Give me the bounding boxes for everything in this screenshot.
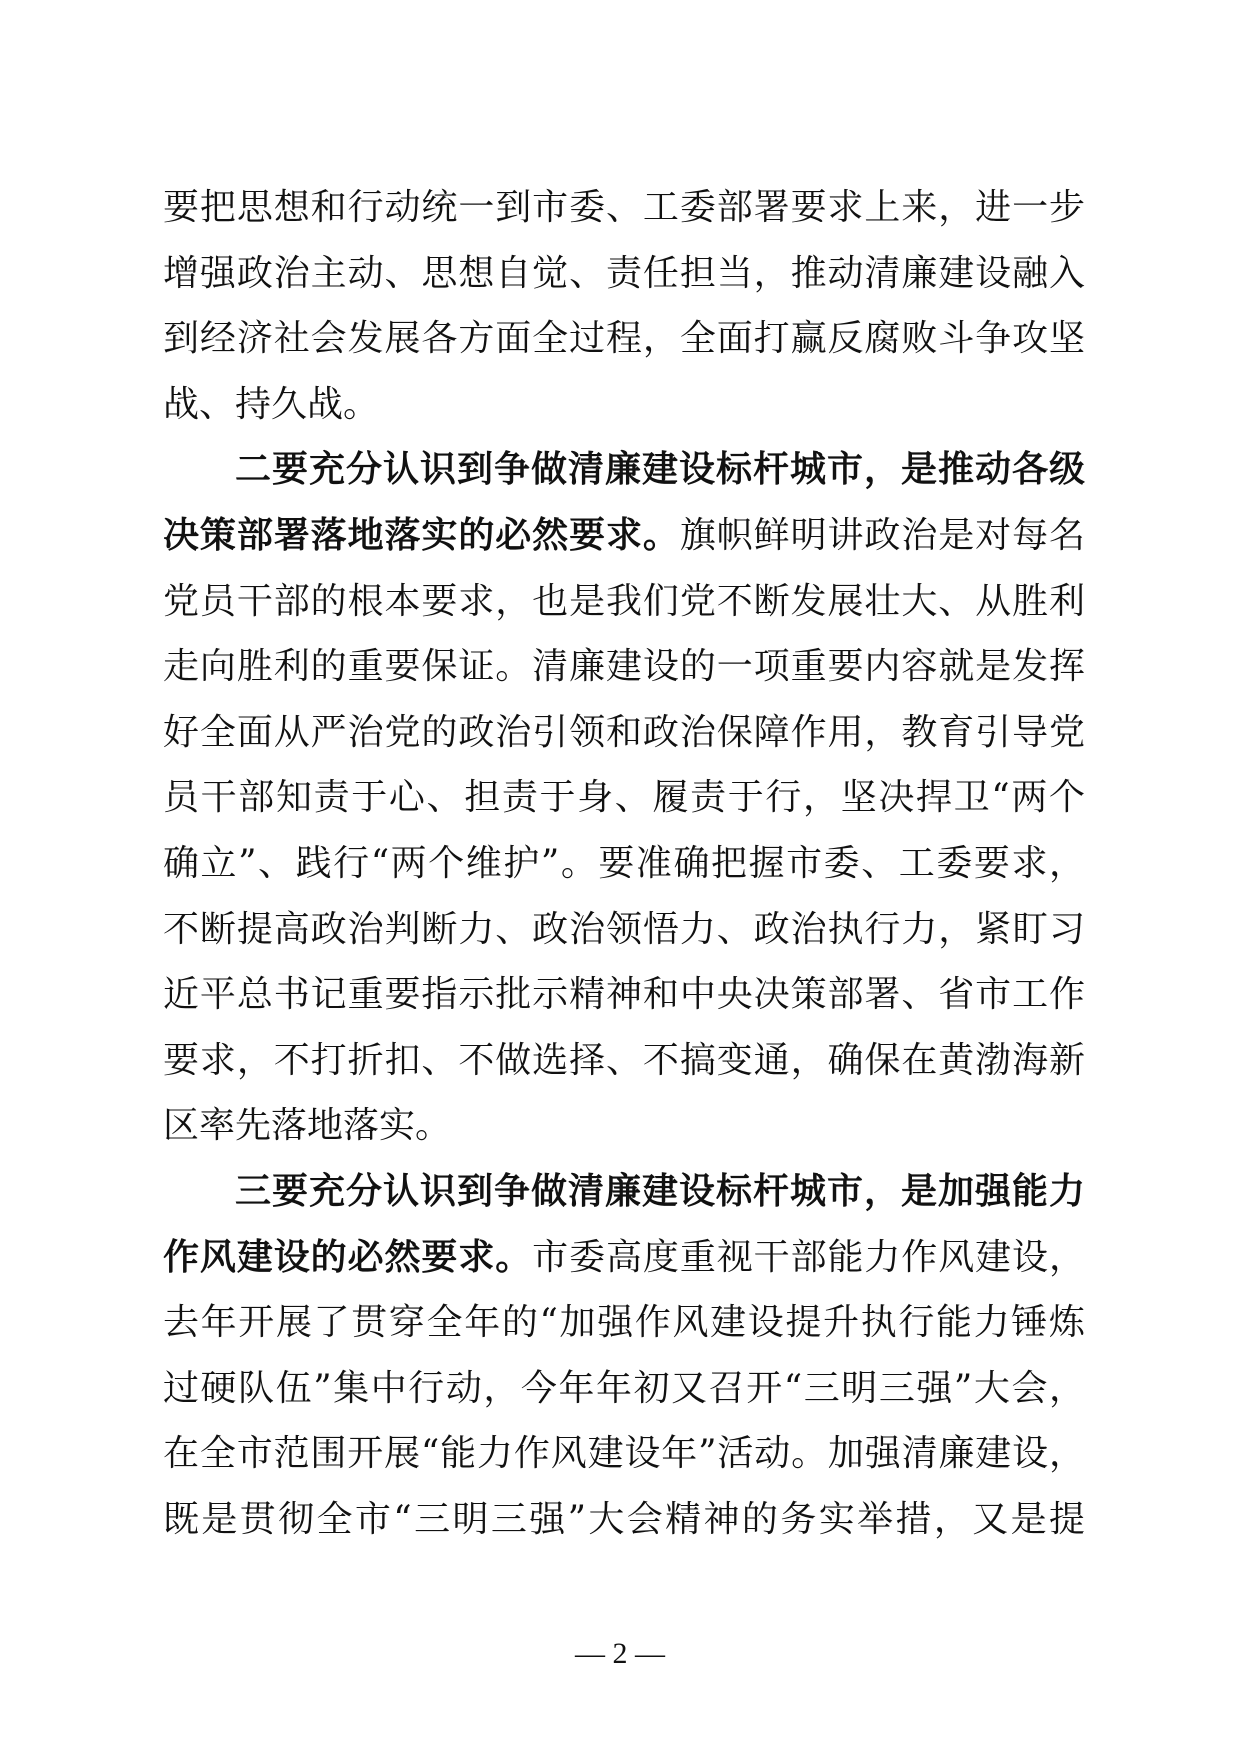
text-line: 党员干部的根本要求，也是我们党不断发展壮大、从胜利 <box>163 580 1085 622</box>
text-span: 市委高度重视干部能力作风建设， <box>532 1236 1085 1278</box>
text-line: 战、持久战。 <box>163 383 380 425</box>
text-line: 增强政治主动、思想自觉、责任担当，推动清廉建设融入 <box>163 252 1085 294</box>
lead-sentence: 三要充分认识到争做清廉建设标杆城市，是加强能力 <box>235 1169 1085 1212</box>
text-line: 好全面从严治党的政治引领和政治保障作用，教育引导党 <box>163 711 1085 753</box>
text-span: 旗帜鲜明讲政治是对每名 <box>679 514 1085 556</box>
text-line: 区率先落地落实。 <box>163 1105 452 1147</box>
text-line: 员干部知责于心、担责于身、履责于行，坚决捍卫“两个 <box>163 777 1085 819</box>
text-line: 到经济社会发展各方面全过程，全面打赢反腐败斗争攻坚 <box>163 318 1085 360</box>
text-line: 不断提高政治判断力、政治领悟力、政治执行力，紧盯习 <box>163 908 1085 950</box>
lead-sentence: 决策部署落地落实的必然要求。 <box>163 513 680 556</box>
text-line: 过硬队伍”集中行动，今年年初又召开“三明三强”大会， <box>163 1367 1085 1409</box>
text-line <box>163 1159 1085 1225</box>
text-line <box>163 437 1085 503</box>
paragraph-2 <box>163 437 1085 1159</box>
text-line: 走向胜利的重要保证。清廉建设的一项重要内容就是发挥 <box>163 646 1085 688</box>
text-line: 去年开展了贯穿全年的“加强作风建设提升执行能力锤炼 <box>163 1302 1085 1344</box>
text-line: 要求，不打折扣、不做选择、不搞变通，确保在黄渤海新 <box>163 1039 1085 1081</box>
lead-sentence: 二要充分认识到争做清廉建设标杆城市，是推动各级 <box>235 448 1085 491</box>
lead-sentence: 作风建设的必然要求。 <box>163 1235 533 1278</box>
text-line: 确立”、践行“两个维护”。要准确把握市委、工委要求， <box>163 842 1085 884</box>
text-line: 既是贯彻全市“三明三强”大会精神的务实举措，又是提 <box>163 1498 1085 1540</box>
text-line: 在全市范围开展“能力作风建设年”活动。加强清廉建设， <box>163 1433 1085 1475</box>
body-text <box>163 175 1085 1552</box>
text-line <box>163 1225 1085 1291</box>
paragraph-1 <box>163 175 1085 437</box>
text-line <box>163 503 1085 569</box>
paragraph-3 <box>163 1159 1085 1553</box>
page-number: — 2 — <box>575 1637 665 1670</box>
text-line: 要把思想和行动统一到市委、工委部署要求上来，进一步 <box>163 187 1085 228</box>
text-line: 近平总书记重要指示批示精神和中央决策部署、省市工作 <box>163 974 1085 1016</box>
